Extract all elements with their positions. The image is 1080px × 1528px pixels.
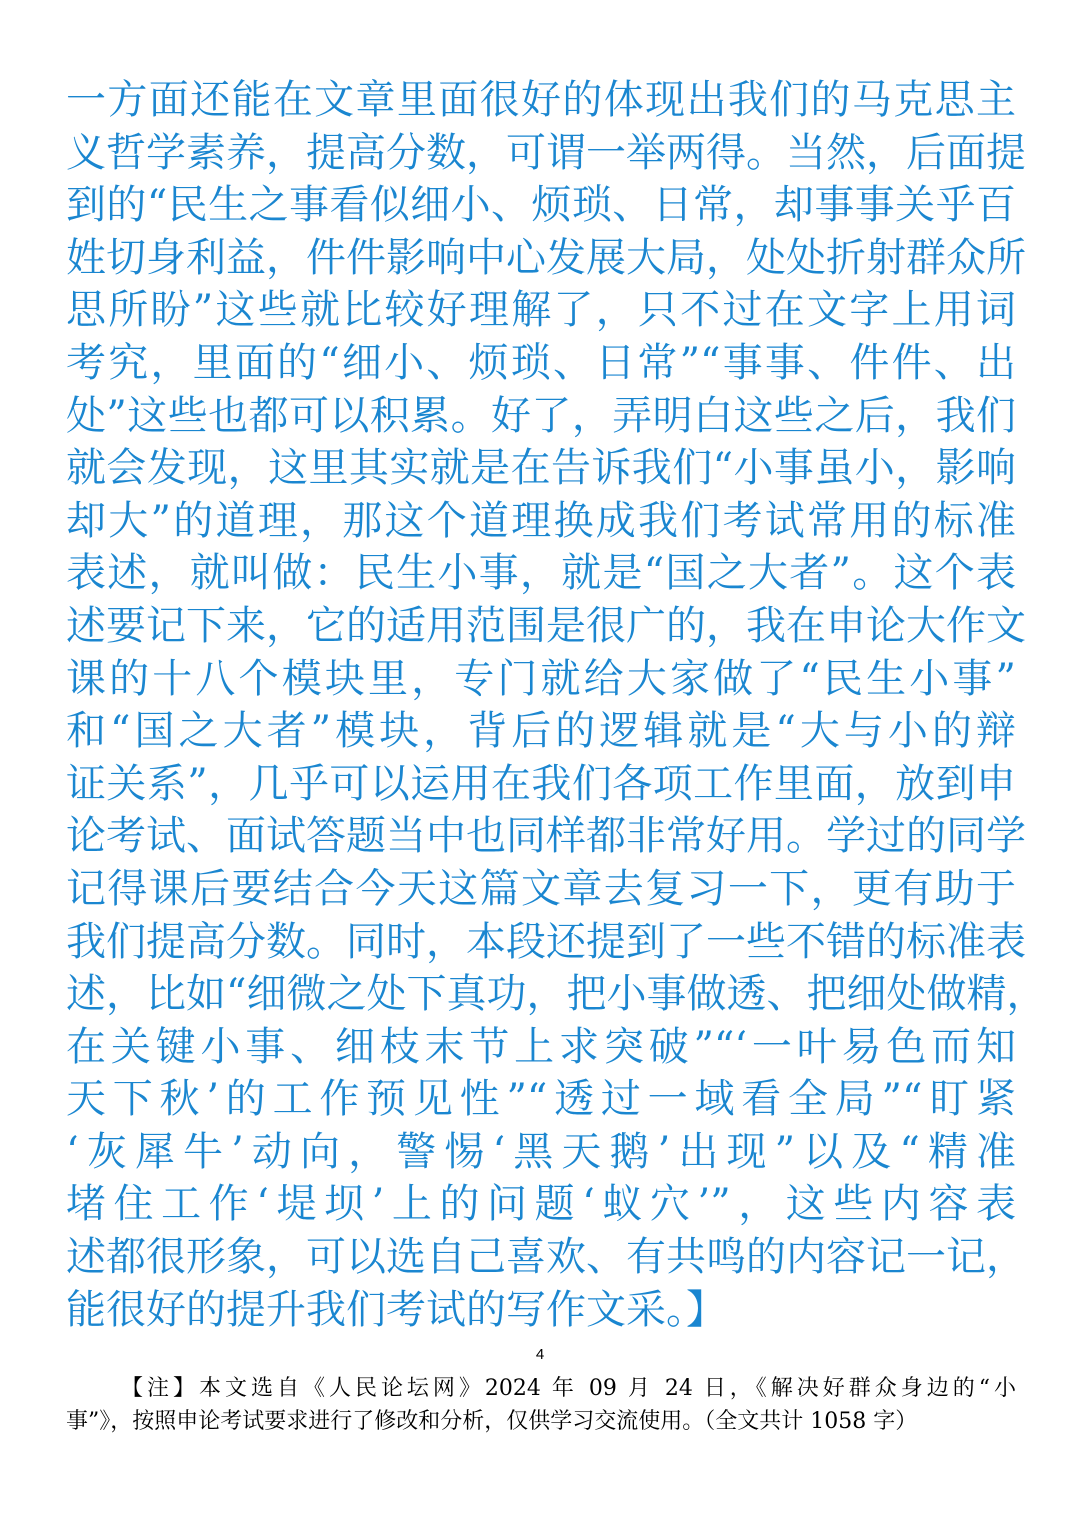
- note-line: 【注】本文选自《人民论坛网》2024 年 09 月 24 日，《解决好群众身边的“小: [121, 1376, 1016, 1401]
- paragraph-line: 姓切身利益，件件影响中心发展大局，处处折射群众所: [66, 234, 1026, 281]
- paragraph-line: ‘灰犀牛’动向，警惕‘黑天鹅’出现”以及“精准: [66, 1128, 1016, 1175]
- paragraph-line: 考究，里面的“细小、烦琐、日常”“事事、件件、出: [66, 339, 1016, 386]
- paragraph-line: 我们提高分数。同时，本段还提到了一些不错的标准表: [66, 918, 1026, 965]
- paragraph-line: 一方面还能在文章里面很好的体现出我们的马克思主: [66, 77, 1016, 123]
- paragraph-line: 就会发现，这里其实就是在告诉我们“小事虽小，影响: [66, 445, 1016, 492]
- paragraph-line: 述，比如“细微之处下真功，把小事做透、把细处做精，: [66, 971, 1047, 1018]
- paragraph-line: 和“国之大者”模块，背后的逻辑就是“大与小的辩: [66, 708, 1016, 755]
- paragraph-line: 在关键小事、细枝末节上求突破”“‘一叶易色而知: [66, 1023, 1016, 1070]
- paragraph-line: 天下秋’的工作预见性”“透过一域看全局”“盯紧: [66, 1076, 1016, 1123]
- paragraph-line: 表述，就叫做：民生小事，就是“国之大者”。这个表: [66, 550, 1016, 597]
- paragraph-line: 义哲学素养，提高分数，可谓一举两得。当然，后面提: [66, 129, 1026, 176]
- paragraph-line: 述要记下来，它的适用范围是很广的，我在申论大作文: [66, 602, 1026, 649]
- paragraph-line: 思所盼”这些就比较好理解了，只不过在文字上用词: [66, 287, 1016, 334]
- paragraph-line: 能很好的提升我们考试的写作文采。】: [66, 1286, 726, 1333]
- paragraph-line: 记得课后要结合今天这篇文章去复习一下，更有助于: [66, 865, 1016, 912]
- analysis-paragraph: [66, 74, 1047, 1336]
- paragraph-line: 却大”的道理，那这个道理换成我们考试常用的标准: [66, 497, 1016, 544]
- paragraph-line: 处”这些也都可以积累。好了，弄明白这些之后，我们: [66, 392, 1016, 439]
- paragraph-line: 证关系”，几乎可以运用在我们各项工作里面，放到申: [66, 760, 1016, 807]
- paragraph-line: 述都很形象，可以选自己喜欢、有共鸣的内容记一记，: [66, 1234, 1026, 1281]
- page-number: 4: [535, 1346, 545, 1363]
- paragraph-line: 到的“民生之事看似细小、烦琐、日常，却事事关乎百: [66, 182, 1016, 229]
- note-line: 事”》，按照申论考试要求进行了修改和分析，仅供学习交流使用。（全文共计 1058 字）: [66, 1409, 918, 1434]
- paragraph-line: 课的十八个模块里，专门就给大家做了“民生小事”: [66, 655, 1016, 702]
- paragraph-line: 论考试、面试答题当中也同样都非常好用。学过的同学: [66, 813, 1026, 860]
- paragraph-line: 堵住工作‘堤坝’上的问题‘蚁穴’”，这些内容表: [66, 1181, 1016, 1228]
- source-note: [66, 1372, 1016, 1438]
